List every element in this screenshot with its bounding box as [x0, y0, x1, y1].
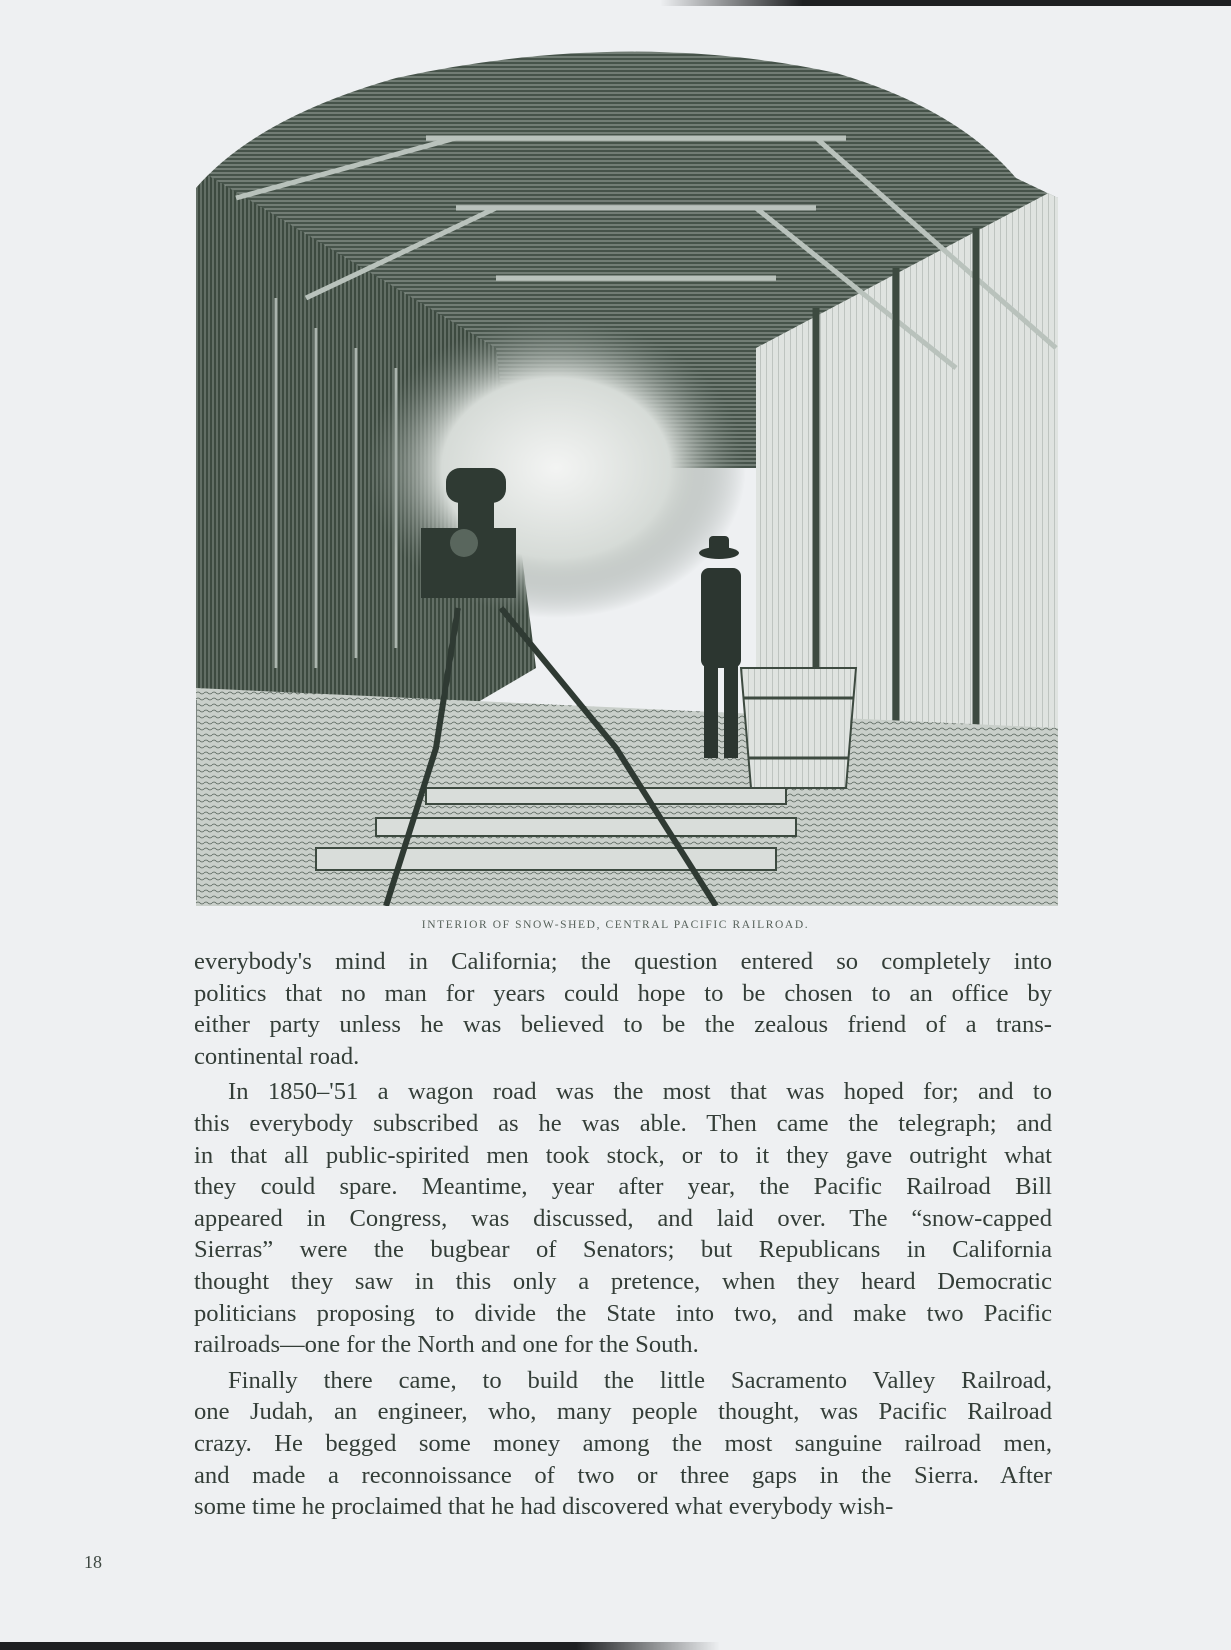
text-line: In 1850–'51 a wagon road was the most that was hoped for; and to — [228, 1078, 1052, 1106]
text-line: one Judah, an engineer, who, many people thought, was Pacific Railroad — [194, 1398, 1052, 1426]
scan-edge-bottom — [0, 1642, 720, 1650]
engraving-illustration — [196, 48, 1058, 906]
text-line: in that all public-spirited men took stock, or to it they gave outright what — [194, 1141, 1052, 1169]
page-number: 18 — [84, 1552, 102, 1572]
paragraph — [194, 1365, 1052, 1523]
text-line: railroads—one for the North and one for the South. — [194, 1331, 699, 1359]
text-line: either party unless he was believed to be the zealous friend of a trans- — [194, 1011, 1052, 1039]
text-line: some time he proclaimed that he had discovered what everybody wish- — [194, 1493, 894, 1521]
text-line: politics that no man for years could hope to be chosen to an office by — [194, 979, 1052, 1007]
text-line: this everybody subscribed as he was able. Then came the telegraph; and — [194, 1109, 1052, 1137]
text-line: politicians proposing to divide the State into two, and make two Pacific — [194, 1299, 1052, 1327]
text-line: appeared in Congress, was discussed, and laid over. The “snow-capped — [194, 1204, 1052, 1232]
text-line: everybody's mind in California; the question entered so completely into — [194, 948, 1052, 975]
scan-edge-top — [660, 0, 1231, 6]
snow-shed-engraving-image — [196, 48, 1058, 906]
text-line: crazy. He begged some money among the most sanguine railroad men, — [194, 1429, 1052, 1457]
text-line: continental road. — [194, 1042, 360, 1070]
text-line: Finally there came, to build the little Sacramento Valley Railroad, — [228, 1366, 1052, 1394]
paragraph — [194, 1076, 1052, 1360]
text-line: they could spare. Meantime, year after year, the Pacific Railroad Bill — [194, 1173, 1052, 1201]
text-line: thought they saw in this only a pretence, when they heard Democratic — [194, 1267, 1052, 1295]
plate-border-rule — [196, 700, 197, 900]
body-text — [194, 946, 1052, 1523]
text-line: Sierras” were the bugbear of Senators; but Republicans in California — [194, 1236, 1052, 1264]
figure-caption: INTERIOR OF SNOW-SHED, CENTRAL PACIFIC RAILROAD. — [421, 919, 810, 931]
text-line: and made a reconnoissance of two or three gaps in the Sierra. After — [194, 1461, 1052, 1489]
paragraph — [194, 946, 1052, 1072]
